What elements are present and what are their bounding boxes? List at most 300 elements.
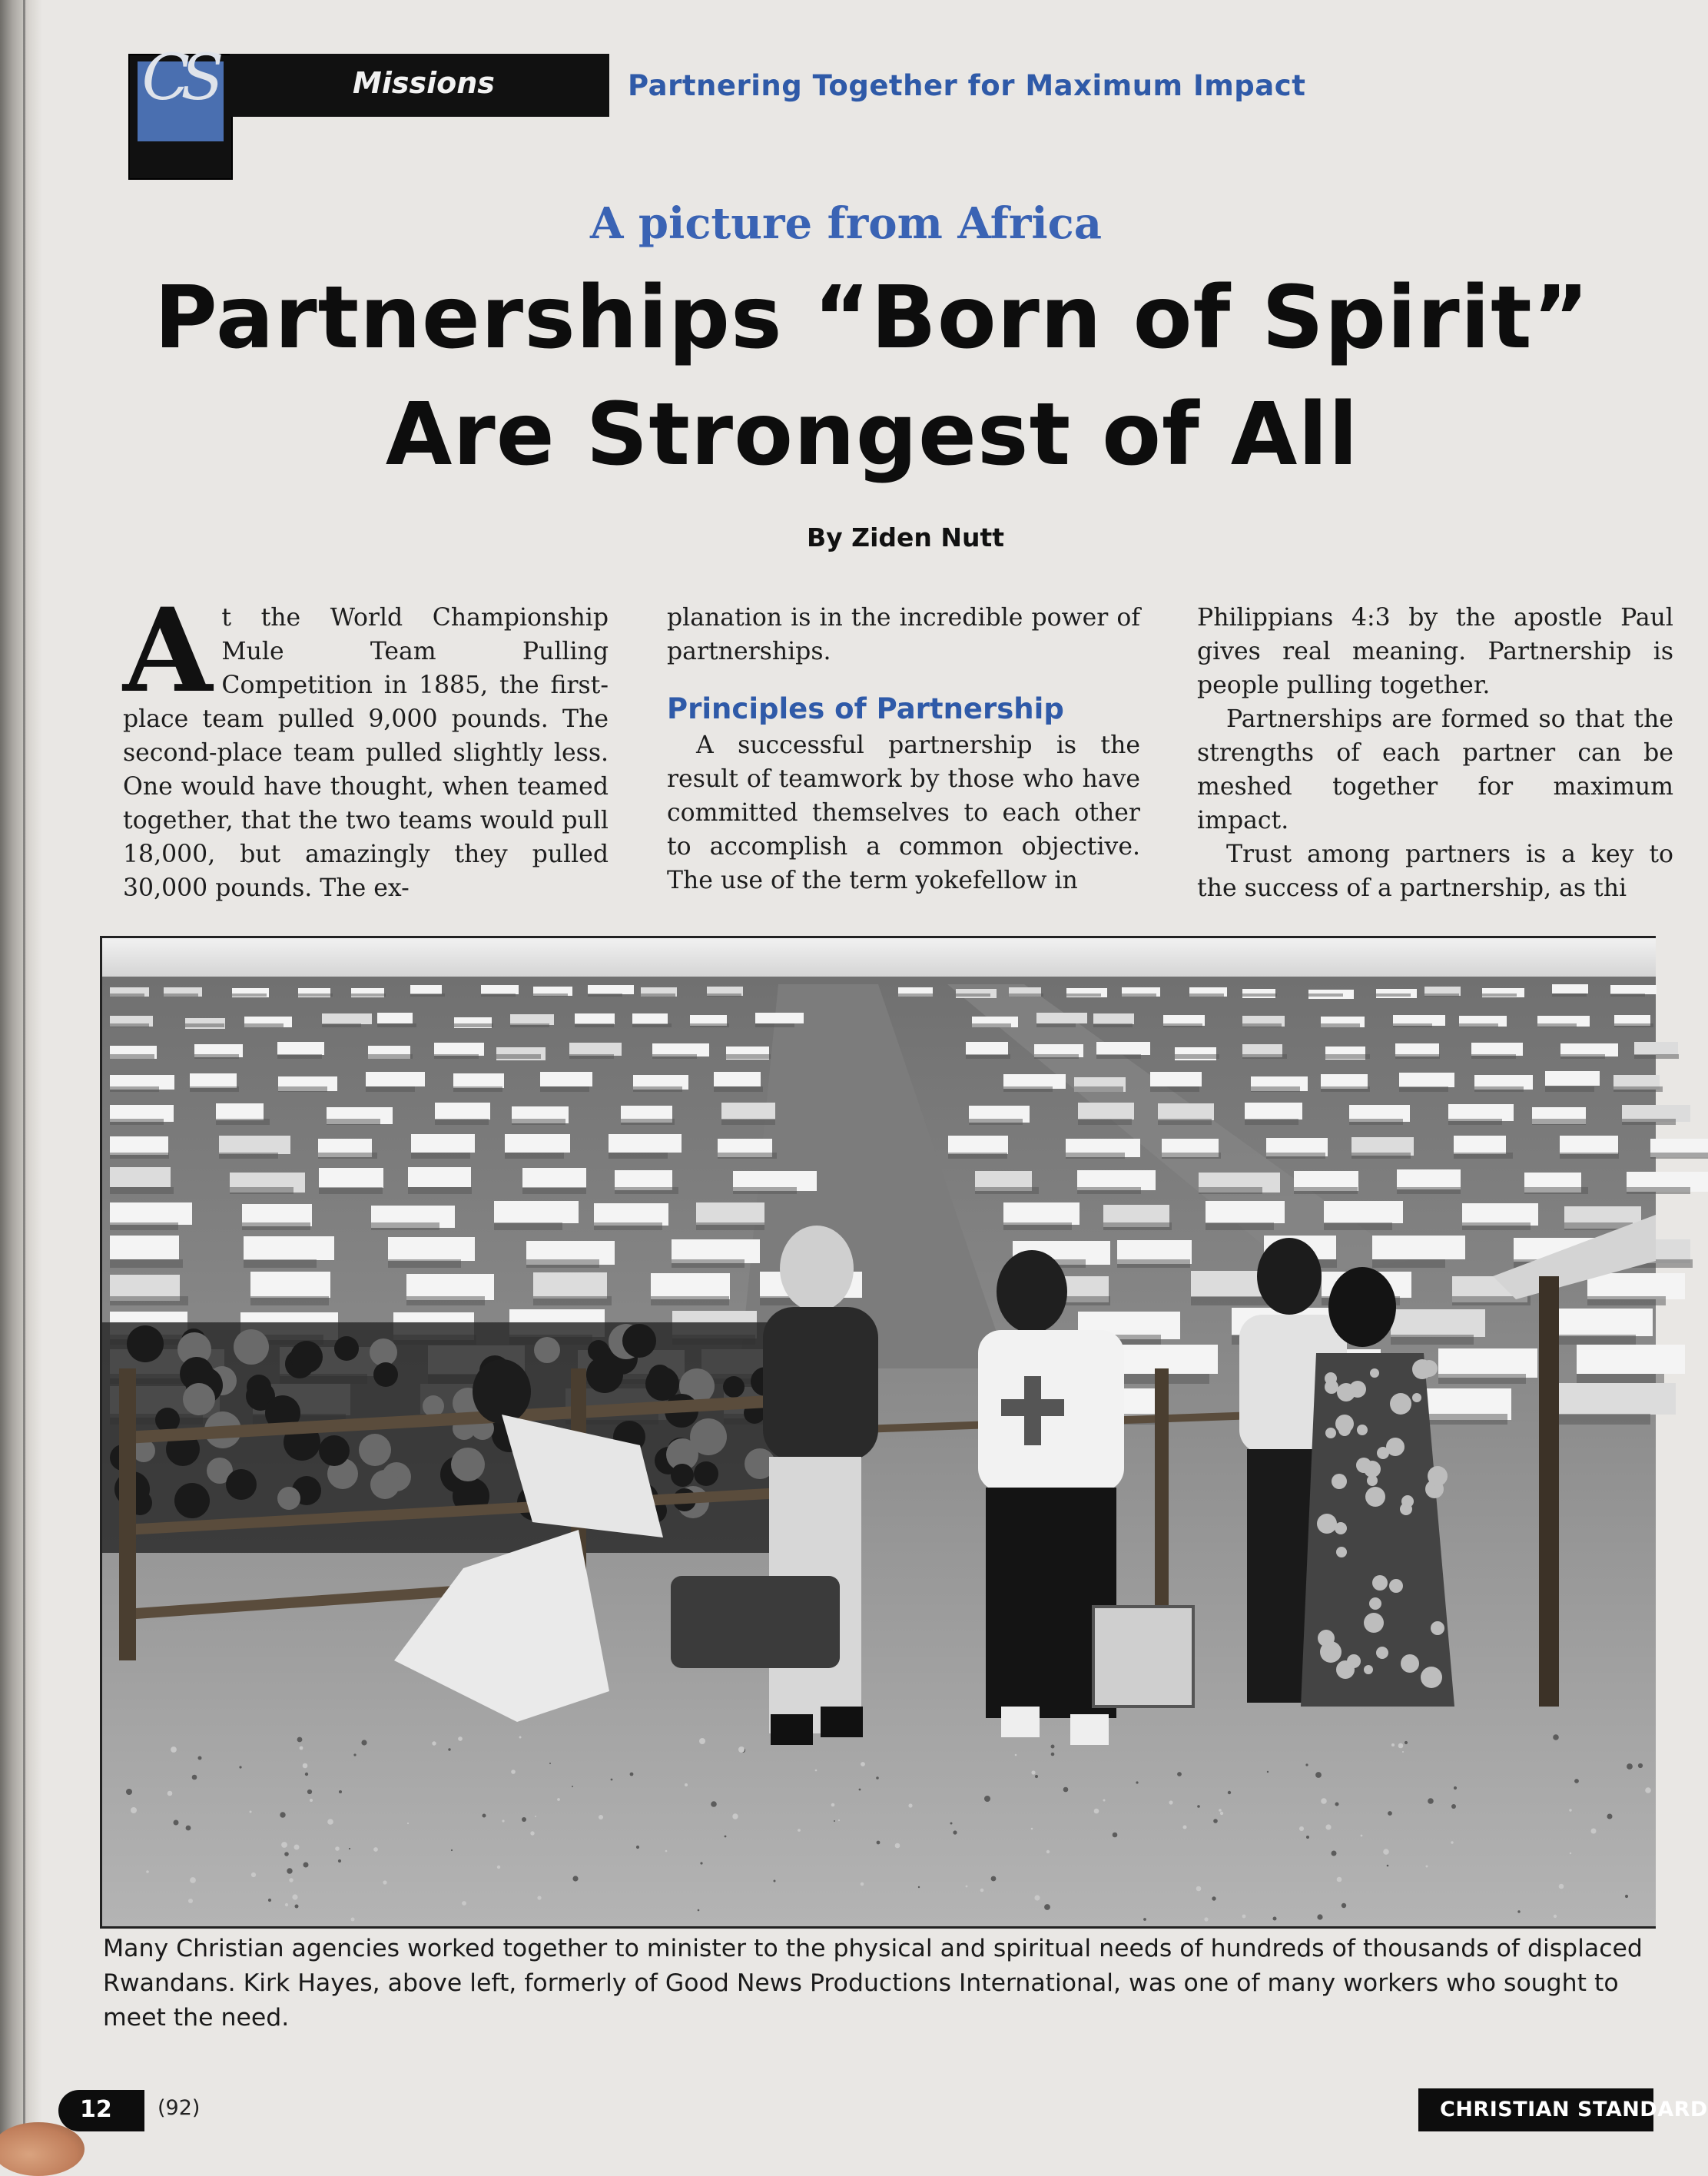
crowd-figure (226, 1469, 257, 1500)
tent-shadow (110, 1259, 183, 1268)
ground-speck (281, 1842, 287, 1848)
ground-speck (1554, 1915, 1557, 1918)
ground-speck (307, 1790, 312, 1794)
ground-speck (280, 1812, 285, 1817)
ground-speck (1015, 1754, 1017, 1756)
tent-shadow (510, 1023, 549, 1027)
ground-speck (798, 1829, 801, 1832)
tent-shadow (278, 1086, 327, 1092)
ground-speck (174, 1820, 179, 1826)
ground-speck (1559, 1884, 1564, 1889)
tent-shadow (411, 1153, 470, 1159)
tent-shadow (533, 1296, 612, 1305)
tent-shadow (1321, 1023, 1360, 1027)
ground-speck (991, 1876, 997, 1882)
ground-speck (373, 1847, 378, 1852)
ground-speck (1428, 1798, 1434, 1804)
magazine-name: CHRISTIAN STANDARD (1440, 2098, 1708, 2121)
tent-shadow (110, 993, 144, 997)
tent (1324, 1201, 1403, 1223)
ground-speck (1383, 1849, 1389, 1855)
ground-speck (535, 1816, 536, 1817)
ground-speck (1143, 1918, 1146, 1921)
dress-motif (1401, 1495, 1414, 1508)
tent-shadow (1066, 993, 1101, 997)
tent (434, 1043, 484, 1056)
tent-shadow (1003, 1222, 1072, 1230)
ground-speck (738, 1746, 745, 1753)
tent-shadow (505, 1153, 564, 1159)
tent (319, 1168, 383, 1188)
ground-speck (1034, 1895, 1040, 1900)
ground-speck (1094, 1809, 1099, 1814)
subhead-principles: Principles of Partnership (667, 692, 1064, 725)
tent (110, 1202, 192, 1225)
tent-shadow (232, 993, 267, 997)
tent-shadow (1074, 1086, 1123, 1092)
ground-speck (1625, 1895, 1628, 1898)
ground-speck (292, 1894, 297, 1899)
tent-shadow (244, 1259, 317, 1268)
ground-speck (1645, 1787, 1651, 1793)
ground-speck (126, 1789, 132, 1795)
tent-shadow (185, 1023, 224, 1027)
ground-speck (339, 1790, 342, 1793)
tent-shadow (1122, 993, 1156, 997)
tent-shadow (972, 1023, 1011, 1027)
ground-speck (1267, 1771, 1269, 1773)
ground-speck (877, 1841, 881, 1845)
tent-shadow (277, 1054, 322, 1059)
tent-shadow (410, 993, 445, 997)
tent-shadow (714, 1086, 763, 1092)
ground-speck (146, 1870, 149, 1873)
dress-motif (1370, 1368, 1379, 1378)
ground-speck (984, 1796, 990, 1802)
page-number: 12 (80, 2096, 112, 2123)
tent-shadow (512, 1119, 565, 1125)
tent (481, 985, 519, 994)
ground-speck (537, 1896, 541, 1899)
article-column-1 (123, 583, 609, 905)
tent-shadow (190, 1086, 239, 1092)
ground-speck (1169, 1800, 1172, 1804)
tent (1448, 1104, 1514, 1121)
dress-motif (1389, 1579, 1403, 1593)
ground-speck (300, 1746, 303, 1750)
tent-shadow (388, 1259, 461, 1268)
dress-motif (1349, 1381, 1366, 1398)
ground-speck (599, 1815, 603, 1819)
tent-shadow (1376, 993, 1411, 997)
tent-shadow (194, 1054, 239, 1059)
tent (755, 1013, 804, 1023)
tent-shadow (366, 1086, 415, 1092)
photo-caption: Many Christian agencies worked together to minister to the physical and spiritual needs of hundreds of thousands of displaced Rwandans. Kirk Hayes, above left, formerly of Good News Productions International, was one of many workers who sought to meet the need. (103, 1935, 1643, 2032)
tent-shadow (1545, 1086, 1594, 1092)
crowd-figure (174, 1483, 210, 1518)
tent-shadow (633, 1086, 682, 1092)
tent (244, 1236, 334, 1260)
magazine-logo (128, 41, 233, 180)
tent (632, 1013, 668, 1024)
tent-shadow (453, 1086, 502, 1092)
refugee-camp-photo (100, 936, 1656, 1929)
ground-speck (774, 1880, 776, 1882)
ground-speck (1451, 1841, 1453, 1843)
tent (1454, 1136, 1506, 1154)
tent-shadow (1245, 1119, 1298, 1125)
dress-motif (1317, 1514, 1337, 1534)
tent-shadow (652, 1054, 697, 1059)
ground-speck (303, 1863, 309, 1868)
tent-shadow (1610, 993, 1645, 997)
dress-motif (1372, 1575, 1388, 1591)
ground-speck (1553, 1734, 1559, 1740)
tent-shadow (1454, 1153, 1513, 1159)
tent-shadow (1557, 1414, 1650, 1425)
ground-speck (725, 1836, 727, 1838)
ground-speck (327, 1819, 333, 1825)
crowd-figure (534, 1337, 560, 1363)
tent-shadow (1096, 1054, 1141, 1059)
tent (714, 1072, 761, 1086)
ground-speck (1051, 1753, 1055, 1756)
tent-shadow (1424, 993, 1459, 997)
tent-shadow (1351, 1153, 1411, 1159)
column-2-text-top: planation is in the incredible power of partnerships. (667, 604, 1140, 665)
ground-speck (285, 1903, 288, 1906)
tent-shadow (522, 1187, 586, 1194)
ground-speck (711, 1801, 717, 1807)
tent (1150, 1072, 1202, 1086)
tent-shadow (1242, 1023, 1282, 1027)
ground-speck (1046, 1850, 1050, 1853)
tent-shadow (1471, 1054, 1516, 1059)
tent-shadow (969, 1119, 1023, 1125)
ground-speck (572, 1876, 578, 1881)
ground-speck (665, 1850, 668, 1853)
tent-shadow (1537, 1023, 1577, 1027)
tent (1560, 1136, 1618, 1154)
crowd-figure (622, 1324, 656, 1358)
ground-speck (338, 1859, 341, 1863)
tent (1122, 1345, 1218, 1374)
tent-shadow (110, 1296, 188, 1305)
tent-shadow (641, 993, 675, 997)
tent-shadow (322, 1023, 361, 1027)
dress-motif (1318, 1630, 1335, 1647)
tent-shadow (110, 1119, 164, 1125)
tent-shadow (1560, 1153, 1619, 1159)
ground-speck (861, 1882, 864, 1886)
tent-shadow (533, 993, 568, 997)
tent (1577, 1345, 1685, 1374)
tent (1438, 1348, 1537, 1378)
page-number-pill (58, 2090, 144, 2131)
ground-speck (1220, 1812, 1223, 1815)
ground-speck (1388, 1811, 1392, 1816)
tent (1036, 1013, 1087, 1023)
ground-speck (297, 1737, 303, 1743)
ground-speck (1607, 1814, 1613, 1819)
ground-speck (1213, 1819, 1218, 1823)
tent (277, 1042, 324, 1055)
ground-speck (1321, 1798, 1327, 1804)
tent-shadow (1066, 1153, 1125, 1159)
column-1-text: t the World Championship Mule Team Pulling Competition in 1885, the first-place team pulled 9,000 pounds. The second-place team pulled slightly less. One would have thought, when teamed together, that the two teams would pull 18,000, but amazingly they pulled 30,000 pounds. The ex- (123, 604, 609, 902)
tent-shadow (1349, 1119, 1403, 1125)
ground-speck (1337, 1877, 1342, 1882)
ground-speck (303, 1763, 308, 1769)
ground-speck (834, 1820, 835, 1822)
tent (190, 1073, 237, 1088)
crowd-figure (234, 1329, 269, 1365)
tent-shadow (377, 1023, 416, 1027)
ground-speck (458, 1736, 463, 1741)
tent-shadow (1448, 1119, 1502, 1125)
tent-shadow (244, 1023, 284, 1027)
dress-motif (1365, 1487, 1385, 1507)
tent-shadow (1163, 1023, 1202, 1027)
ground-speck (1451, 1804, 1456, 1809)
dress-motif (1364, 1461, 1381, 1478)
tent-shadow (219, 1153, 278, 1159)
tent-shadow (1397, 1187, 1461, 1194)
ground-speck (861, 1762, 865, 1766)
tent-shadow (408, 1187, 472, 1194)
tent (609, 1134, 682, 1153)
ground-speck (895, 1843, 900, 1849)
ground-speck (838, 1819, 840, 1821)
tent-shadow (1459, 1023, 1498, 1027)
ground-speck (1196, 1886, 1202, 1892)
ground-speck (1426, 1866, 1428, 1868)
tent-shadow (569, 1054, 614, 1059)
tent-shadow (351, 993, 386, 997)
tent-shadow (1524, 1187, 1588, 1194)
ground-speck (250, 1811, 252, 1813)
tent-shadow (615, 1187, 678, 1194)
ground-speck (1305, 1763, 1308, 1766)
ground-speck (1570, 1853, 1571, 1854)
tent (110, 1167, 171, 1187)
ground-speck (980, 1889, 984, 1892)
dress-motif (1364, 1665, 1373, 1674)
tent (1471, 1043, 1523, 1056)
logo-monogram: CS (141, 41, 215, 114)
article-headline (138, 260, 1606, 493)
tent (411, 1134, 475, 1153)
ground-speck (497, 1866, 500, 1869)
crowd-figure (319, 1435, 350, 1466)
ground-speck (383, 1880, 386, 1884)
tent-shadow (1150, 1086, 1199, 1092)
tent-shadow (1036, 1023, 1076, 1027)
tent (1610, 985, 1657, 994)
tent-shadow (1393, 1023, 1432, 1027)
tent-shadow (1614, 1023, 1653, 1027)
tent (406, 1274, 494, 1300)
tent-shadow (1162, 1153, 1221, 1159)
article-kicker: A picture from Africa (589, 198, 1103, 249)
tent-shadow (1009, 993, 1043, 997)
tent-shadow (718, 1153, 777, 1159)
magazine-name-bar (1418, 2088, 1708, 2131)
tent-shadow (1242, 993, 1277, 997)
tent (651, 1273, 730, 1299)
tent-shadow (956, 993, 990, 997)
tent-shadow (1003, 1086, 1053, 1092)
tent (540, 1072, 592, 1086)
tent-shadow (1474, 1086, 1524, 1092)
tent-shadow (1482, 993, 1517, 997)
tent-shadow (948, 1153, 1007, 1159)
tent (216, 1103, 264, 1120)
tent (569, 1043, 622, 1056)
tent-shadow (1532, 1119, 1586, 1125)
dress-motif (1390, 1393, 1411, 1415)
tent (1391, 1309, 1485, 1337)
tent-shadow (1242, 1054, 1287, 1059)
ground-speck (287, 1868, 292, 1873)
tent-shadow (1078, 1119, 1132, 1125)
tent-shadow (975, 1187, 1039, 1194)
ground-speck (131, 1807, 137, 1813)
tent-shadow (1627, 1187, 1690, 1194)
tent (588, 985, 634, 994)
column-3-para-2: Partnerships are formed so that the strengths of each partner can be meshed together for maximum impact. (1197, 705, 1673, 834)
tent-shadow (1462, 1222, 1531, 1230)
crowd-figure (671, 1464, 694, 1487)
tent-shadow (755, 1023, 794, 1027)
crowd-figure (359, 1434, 391, 1466)
tent-shadow (1206, 1222, 1274, 1230)
dress-motif (1401, 1654, 1419, 1673)
dress-motif (1364, 1613, 1384, 1633)
tent-shadow (110, 1187, 174, 1194)
dress-motif (1357, 1425, 1368, 1435)
tent-shadow (494, 1222, 562, 1230)
ground-speck (732, 1813, 738, 1819)
tent (1553, 1309, 1653, 1336)
tent-shadow (110, 1023, 149, 1027)
tent-shadow (966, 1054, 1010, 1059)
tent (1545, 1071, 1600, 1086)
tent (575, 1013, 615, 1024)
tent (1158, 1103, 1214, 1120)
ground-speck (1317, 1914, 1322, 1919)
headline-line-2: Are Strongest of All (385, 385, 1359, 485)
dress-motif (1347, 1654, 1361, 1668)
ground-speck (1113, 1833, 1118, 1838)
ground-speck (1242, 1915, 1246, 1919)
photo-illustration (102, 938, 1656, 1926)
tent (1462, 1203, 1538, 1226)
tent-shadow (1266, 1153, 1325, 1159)
tent (1397, 1169, 1461, 1189)
ground-speck (1183, 1826, 1187, 1829)
tent-shadow (230, 1187, 294, 1194)
tent-shadow (327, 1119, 380, 1125)
ground-speck (1136, 1781, 1138, 1783)
ground-speck (557, 1798, 560, 1801)
tent-shadow (1587, 1296, 1666, 1305)
ground-speck (171, 1746, 177, 1753)
drop-cap: A (123, 583, 213, 718)
ground-speck (1177, 1772, 1182, 1776)
tent-shadow (496, 1054, 541, 1059)
ground-speck (1315, 1772, 1322, 1778)
tent-shadow (1191, 1296, 1269, 1305)
ground-speck (1299, 1826, 1304, 1831)
tent-shadow (690, 1023, 729, 1027)
tent (966, 1042, 1008, 1055)
tent-shadow (1093, 1023, 1133, 1027)
tent-shadow (1399, 1086, 1448, 1092)
tent-shadow (1199, 1187, 1262, 1194)
tent-shadow (733, 1187, 797, 1194)
crowd-figure (155, 1408, 180, 1432)
tent-shadow (250, 1296, 329, 1305)
tent (1372, 1236, 1465, 1259)
tent-shadow (368, 1054, 413, 1059)
crowd-figure (334, 1336, 359, 1361)
tent-shadow (1189, 993, 1224, 997)
ground-speck (1335, 1803, 1339, 1806)
ground-speck (1517, 1910, 1520, 1912)
ground-speck (1402, 1751, 1404, 1753)
tent-shadow (632, 1023, 672, 1027)
column-3-para-3: Trust among partners is a key to the success of a partnership, as thi (1197, 841, 1673, 902)
ground-speck (1342, 1903, 1346, 1908)
dress-motif (1335, 1522, 1347, 1534)
article-column-2 (667, 601, 1140, 897)
tent (453, 1073, 504, 1088)
tent (1399, 1073, 1454, 1087)
ground-speck (630, 1773, 634, 1776)
tent-shadow (1650, 1153, 1708, 1159)
tent-shadow (1552, 993, 1587, 997)
tent (1552, 984, 1588, 993)
ground-speck (351, 1918, 355, 1922)
ground-speck (1228, 1791, 1231, 1794)
dress-motif (1376, 1647, 1388, 1659)
ground-speck (953, 1830, 957, 1834)
ground-speck (284, 1852, 289, 1856)
ground-speck (462, 1901, 466, 1906)
ground-speck (432, 1741, 436, 1745)
tent-shadow (1613, 1086, 1663, 1092)
tent (494, 1201, 579, 1223)
page-gutter-shadow (0, 0, 42, 2162)
tent-shadow (575, 1023, 614, 1027)
tent-shadow (319, 1187, 383, 1194)
tent (1003, 1202, 1080, 1225)
headline-line-1: Partnerships “Born of Spirit” (154, 268, 1590, 368)
ground-speck (1031, 1770, 1035, 1774)
crowd-figure (373, 1362, 398, 1387)
tent-shadow (1175, 1054, 1219, 1059)
crowd-figure (277, 1487, 300, 1510)
tent-shadow (1324, 1222, 1392, 1230)
ground-speck (1405, 1741, 1408, 1744)
crowd-figure (183, 1383, 215, 1415)
crowd-figure (723, 1376, 745, 1398)
ground-speck (188, 1899, 193, 1903)
tent (1557, 1383, 1676, 1415)
tent-shadow (1622, 1119, 1676, 1125)
